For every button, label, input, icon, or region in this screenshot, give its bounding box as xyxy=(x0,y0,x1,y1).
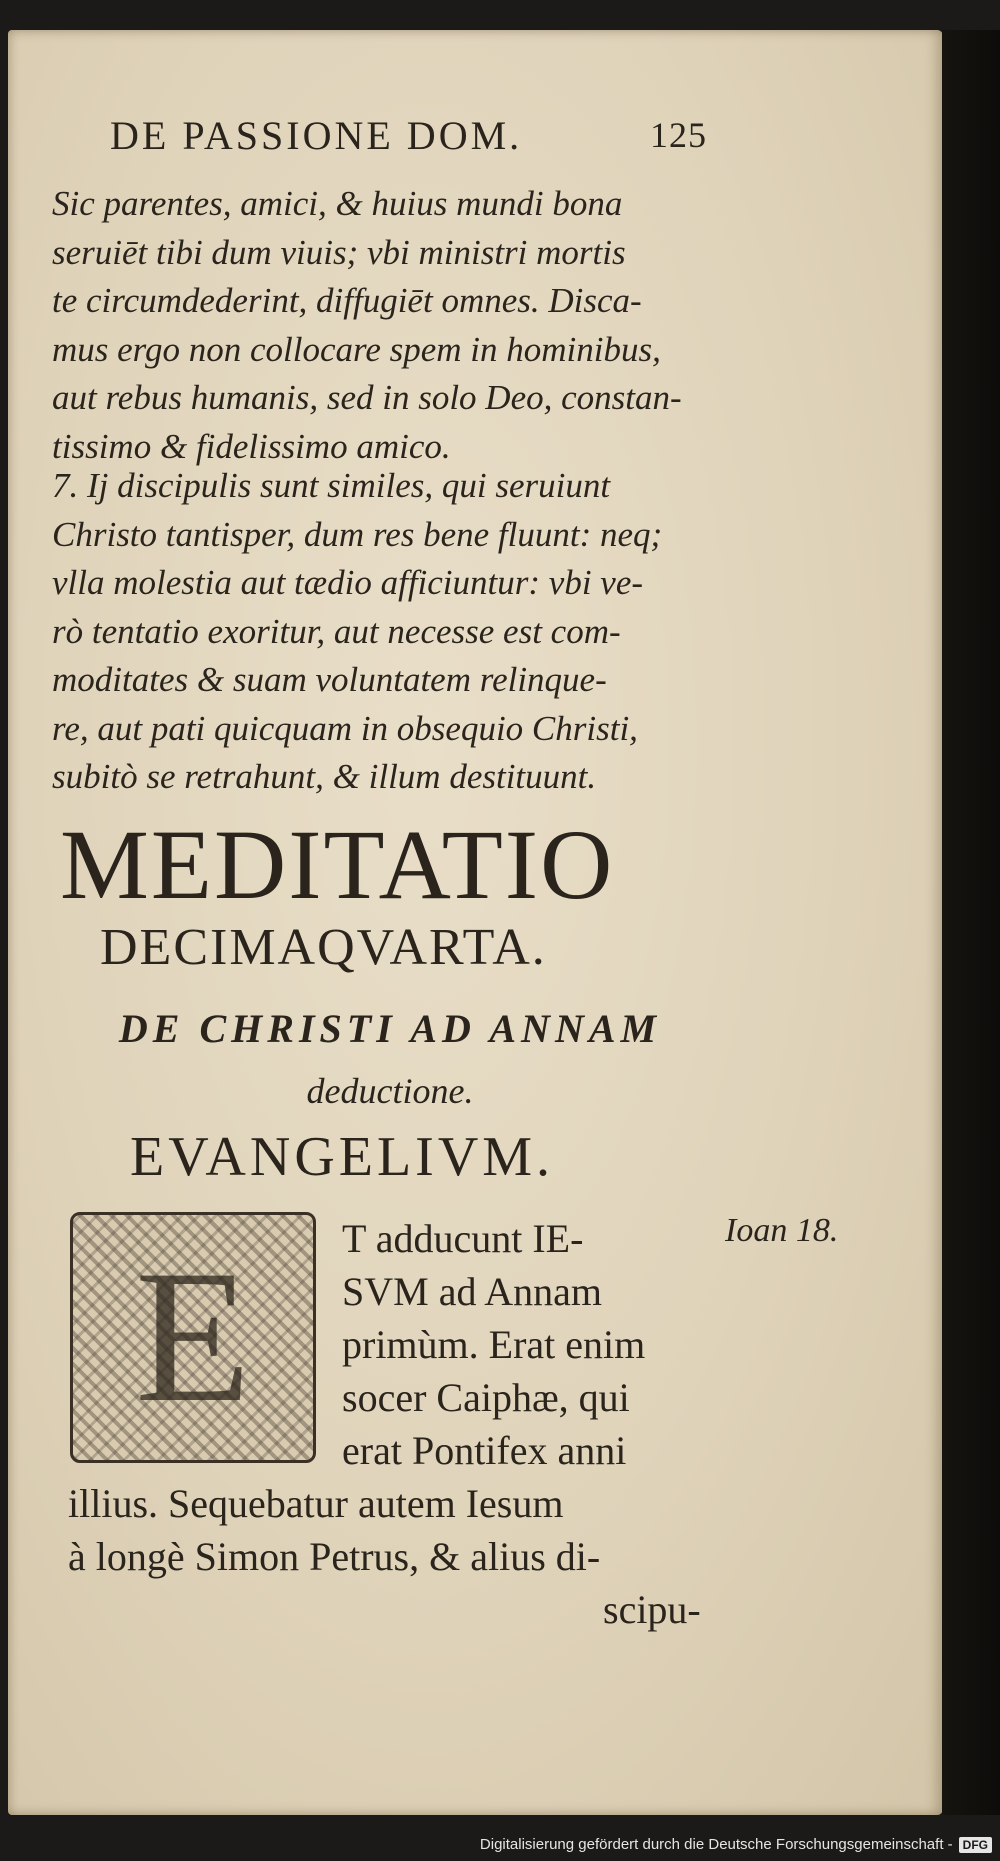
meditation-title: MEDITATIO xyxy=(60,809,615,920)
decorated-initial xyxy=(70,1212,316,1463)
text-line: SVM ad Annam xyxy=(342,1269,602,1314)
paragraph-2 xyxy=(52,462,732,802)
text-line: mus ergo non collocare spem in hominibus, xyxy=(52,329,661,369)
gospel-text-indented xyxy=(342,1212,645,1477)
running-header xyxy=(110,112,710,159)
text-line: tissimo & fidelissimo amico. xyxy=(52,426,451,466)
text-line: rò tentatio exoritur, aut necesse est com- xyxy=(52,611,621,651)
digitization-footer xyxy=(480,1836,992,1853)
running-title: DE PASSIONE DOM. xyxy=(110,113,523,158)
section-title-continued: deductione. xyxy=(306,1071,474,1111)
text-line: T adducunt IE- xyxy=(342,1216,584,1261)
text-line: te circumdederint, diffugiēt omnes. Disca- xyxy=(52,281,642,320)
gospel-text-full xyxy=(68,1477,600,1583)
gospel-heading: EVANGELIVM. xyxy=(130,1126,555,1188)
text-line: primùm. Erat enim xyxy=(342,1322,646,1367)
page-number: 125 xyxy=(650,115,707,155)
section-title: DE CHRISTI AD ANNAM xyxy=(118,1006,662,1051)
margin-note: Ioan 18. xyxy=(725,1212,839,1249)
text-line: vlla molestia aut tædio afficiuntur: vbi ve- xyxy=(52,563,644,602)
paragraph-1 xyxy=(52,180,732,471)
catchword: scipu- xyxy=(603,1587,701,1632)
dfg-logo: DFG xyxy=(959,1837,992,1853)
text-line: seruiēt tibi dum viuis; vbi ministri mortis xyxy=(52,232,626,272)
text-line: illius. Sequebatur autem Iesum xyxy=(68,1481,564,1526)
page-edge-shadow xyxy=(942,30,1000,1815)
meditation-subtitle: DECIMAQVARTA. xyxy=(100,919,547,976)
text-line: moditates & suam voluntatem relinque- xyxy=(52,660,607,699)
drop-cap-letter: E xyxy=(134,1232,252,1442)
text-line: erat Pontifex anni xyxy=(342,1428,627,1473)
text-line: re, aut pati quicquam in obsequio Christi, xyxy=(52,708,638,748)
text-line: aut rebus humanis, sed in solo Deo, constan- xyxy=(52,378,682,417)
text-line: socer Caiphæ, qui xyxy=(342,1375,630,1420)
text-line: à longè Simon Petrus, & alius di- xyxy=(68,1534,601,1579)
text-line: subitò se retrahunt, & illum destituunt. xyxy=(52,757,597,796)
text-line: 7. Ij discipulis sunt similes, qui seruiunt xyxy=(52,466,611,505)
footer-text: Digitalisierung gefördert durch die Deutsche Forschungsgemeinschaft - xyxy=(479,1836,953,1853)
text-line: Sic parentes, amici, & huius mundi bona xyxy=(52,184,623,223)
text-line: Christo tantisper, dum res bene fluunt: neq; xyxy=(52,514,663,554)
